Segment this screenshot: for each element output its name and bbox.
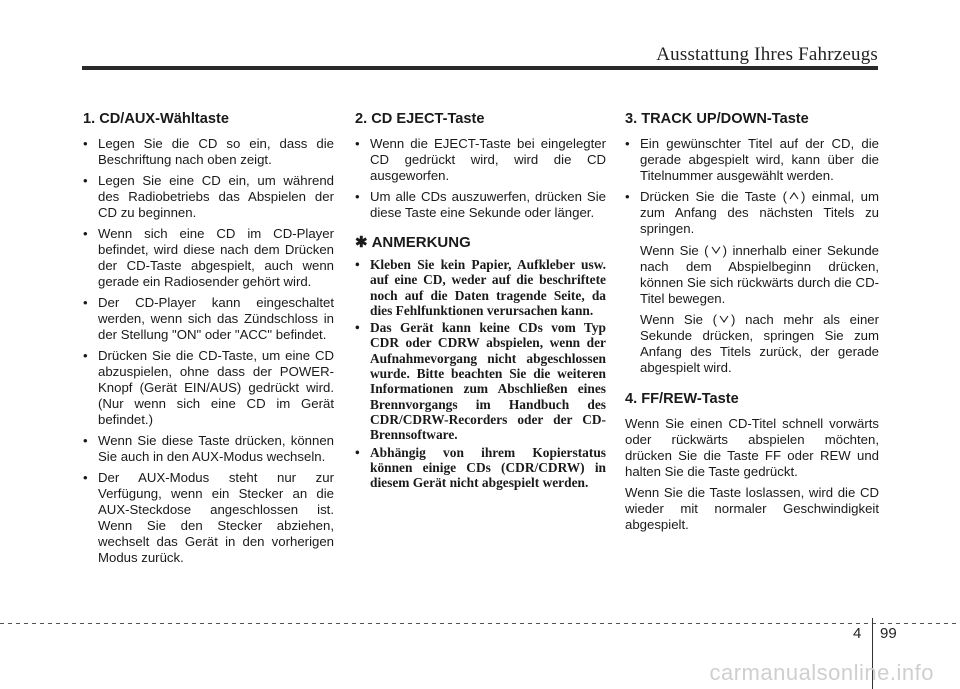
- ff-rew-paragraph: Wenn Sie einen CD-Titel schnell vorwärts oder rückwärts abspielen möchten, drücken Sie die Taste FF oder REW und halten Sie die Taste gedrückt.: [625, 416, 879, 479]
- section-heading-cd-eject: 2. CD EJECT-Taste: [355, 111, 485, 127]
- column-cd-eject: [355, 110, 606, 492]
- list-item: • Drücken Sie die CD-Taste, um eine CD abzuspielen, ohne dass der POWER-Knopf (Gerät EIN/AUS) gedrückt wird. (Nur wenn sich eine CD im Gerät befindet.): [83, 348, 334, 428]
- list-item: • Der AUX-Modus steht nur zur Verfügung, wenn ein Stecker an die AUX-Steckdose angeschlossen ist. Wenn Sie den Stecker abziehen, wechselt das Gerät in den vorherigen Modus zurück.: [83, 470, 334, 566]
- chapter-number: 4: [853, 625, 862, 642]
- cd-eject-list: [355, 136, 606, 221]
- header-rule: [82, 66, 878, 70]
- page-number: 99: [880, 625, 897, 642]
- section-heading-track: 3. TRACK UP/DOWN-Taste: [625, 111, 809, 127]
- list-item: • Legen Sie die CD so ein, dass die Beschriftung nach oben zeigt.: [83, 136, 334, 168]
- text-part: ) innerhalb einer Sekunde nach dem Abspielbeginn drücken, können Sie sich rückwärts durch die CD-Titel bewegen.: [640, 243, 880, 306]
- ff-rew-paragraph: Wenn Sie die Taste loslassen, wird die CD wieder mit normaler Geschwindigkeit abgespielt.: [625, 485, 879, 532]
- chevron-up-icon: [789, 191, 799, 201]
- section-heading-cd-aux: 1. CD/AUX-Wähltaste: [83, 111, 229, 127]
- list-item: • Um alle CDs auszuwerfen, drücken Sie diese Taste eine Sekunde oder länger.: [355, 189, 606, 221]
- text-part: ) nach mehr als einer Sekunde drücken, springen Sie zum Anfang des Titels zurück, der gerade abgespielt wird.: [640, 312, 880, 375]
- note-heading-label: ANMERKUNG: [371, 234, 471, 251]
- text-part: Drücken Sie die Taste (: [640, 189, 787, 204]
- footer-rule: [0, 623, 960, 624]
- list-item: • Wenn Sie diese Taste drücken, können Sie auch in den AUX-Modus wechseln.: [83, 433, 334, 465]
- note-heading: [355, 235, 606, 251]
- page-header-title: Ausstattung Ihres Fahrzeugs: [656, 44, 878, 65]
- text-part: ) einmal, um zum Anfang des nächsten Titels zu springen.: [640, 189, 879, 236]
- text-part: Wenn Sie (: [640, 243, 709, 258]
- note-item: • Abhängig von ihrem Kopierstatus können einige CDs (CDR/CDRW) in diesem Gerät nicht abgespielt werden.: [355, 445, 606, 491]
- note-item: • Kleben Sie kein Papier, Aufkleber usw. auf eine CD, weder auf die beschriftete noch auf die Daten tragende Seite, da dies Fehlfunktionen verursachen kann.: [355, 257, 606, 318]
- chevron-down-icon: [719, 314, 729, 324]
- list-item: • Wenn die EJECT-Taste bei eingelegter CD gedrückt wird, wird die CD ausgeworfen.: [355, 136, 606, 184]
- track-sub-paragraph: [625, 243, 879, 307]
- track-sub-paragraph: [625, 312, 879, 376]
- note-star-icon: ✱: [355, 234, 368, 251]
- list-item: [625, 189, 879, 237]
- column-cd-aux: [83, 110, 334, 571]
- watermark: carmanualsonline.info: [709, 660, 934, 685]
- section-heading-ff-rew: 4. FF/REW-Taste: [625, 391, 739, 407]
- track-list: [625, 136, 879, 237]
- list-item: • Legen Sie eine CD ein, um während des Radiobetriebs das Abspielen der CD zu beginnen.: [83, 173, 334, 221]
- list-item: • Der CD-Player kann eingeschaltet werden, wenn sich das Zündschloss in der Stellung "ON" oder "ACC" befindet.: [83, 295, 334, 343]
- list-item: • Ein gewünschter Titel auf der CD, die gerade abgespielt wird, kann über die Titelnummer ausgewählt werden.: [625, 136, 879, 184]
- column-track: [625, 110, 879, 538]
- note-item: • Das Gerät kann keine CDs vom Typ CDR oder CDRW abspielen, wenn der Aufnahmevorgang nicht abgeschlossen wurde. Bitte beachten Sie die weiteren Informationen zum Abschließen eines Brennvorgangs im Handbuch des CDR/CDRW-Recorders oder der CD-Brennsoftware.: [355, 320, 606, 442]
- cd-aux-list: [83, 136, 334, 566]
- list-item: • Wenn sich eine CD im CD-Player befindet, wird diese nach dem Drücken der CD-Taste abgespielt, auch wenn gerade ein Radiosender gehört wird.: [83, 226, 334, 290]
- note-list: [355, 257, 606, 490]
- text-part: Wenn Sie (: [640, 312, 718, 327]
- chevron-down-icon: [711, 245, 721, 255]
